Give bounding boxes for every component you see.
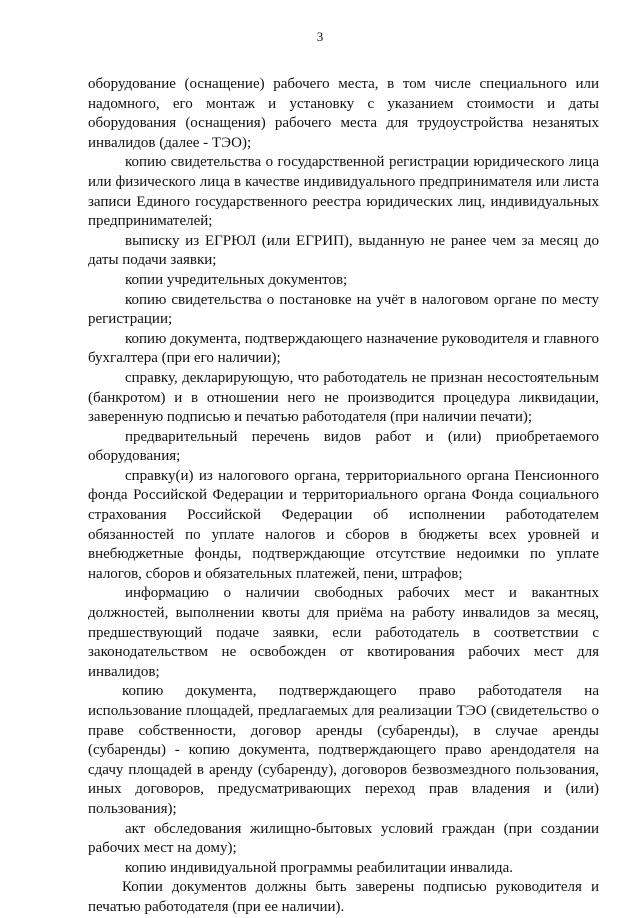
paragraph-teo-equipment: оборудование (оснащение) рабочего места, в том числе специального или надомного, его монтаж и установку с указанием стоимости и даты оборудования (оснащения) рабочего места для трудоустройства незанятых инвалидов (далее - ТЭО); [88, 76, 599, 151]
paragraph-founding-documents: копии учредительных документов; [125, 271, 348, 288]
paragraph-egrul-extract: выписку из ЕГРЮЛ (или ЕГРИП), выданную не ранее чем за месяц до даты подачи заявки; [88, 232, 599, 269]
paragraph-vacancies-info: информацию о наличии свободных рабочих мест и вакантных должностей, выполнении квоты для приёма на работу инвалидов за месяц, предшествующий подаче заявки, если работодатель в соответствии с законодательством не освобожден от квотирования рабочих мест для инвалидов; [88, 585, 599, 680]
page-number: 3 [316, 29, 324, 44]
paragraph-living-conditions-act: акт обследования жилищно-бытовых условий граждан (при создании рабочих мест на дому); [88, 820, 599, 857]
paragraph-premises-rights: копию документа, подтверждающего право работодателя на использование площадей, предлагаемых для реализации ТЭО (свидетельство о праве собственности, договор аренды (субаренды), в случае аренды (субаренды) - копию документа, подтверждающего право арендодателя на сдачу площадей в аренду (субаренду), договоров безвозмездного пользования, иных договоров, предусматривающих переход прав владения и (или) пользования); [88, 683, 599, 817]
document-body [88, 75, 599, 918]
paragraph-solvency-declaration: справку, декларирующую, что работодатель не признан несостоятельным (банкротом) и в отношении него не производится процедура ликвидации, заверенную подписью и печатью работодателя (при наличии печати); [88, 369, 599, 426]
paragraph-tax-registration: копию свидетельства о постановке на учёт в налоговом органе по месту регистрации; [88, 291, 599, 328]
paragraph-director-appointment: копию документа, подтверждающего назначение руководителя и главного бухгалтера (при его наличии); [88, 330, 599, 367]
paragraph-certification-note: Копии документов должны быть заверены подписью руководителя и печатью работодателя (при ее наличии). [88, 879, 599, 915]
paragraph-rehabilitation-program: копию индивидуальной программы реабилитации инвалида. [125, 859, 514, 876]
paragraph-registration-certificate: копию свидетельства о государственной регистрации юридического лица или физического лица в качестве индивидуального предпринимателя или листа записи Единого государственного реестра юридических лиц, индивидуальных предпринимателей; [88, 154, 599, 230]
paragraph-works-list: предварительный перечень видов работ и (или) приобретаемого оборудования; [88, 428, 599, 465]
paragraph-tax-certificates: справку(и) из налогового органа, территориального органа Пенсионного фонда Российской Федерации и территориального органа Фонда социального страхования Российской Федерации об исполнении работодателем обязанностей по уплате налогов и сборов в бюджеты всех уровней и внебюджетные фонды, подтверждающие отсутствие недоимки по уплате налогов, сборов и обязательных платежей, пени, штрафов; [88, 467, 599, 582]
